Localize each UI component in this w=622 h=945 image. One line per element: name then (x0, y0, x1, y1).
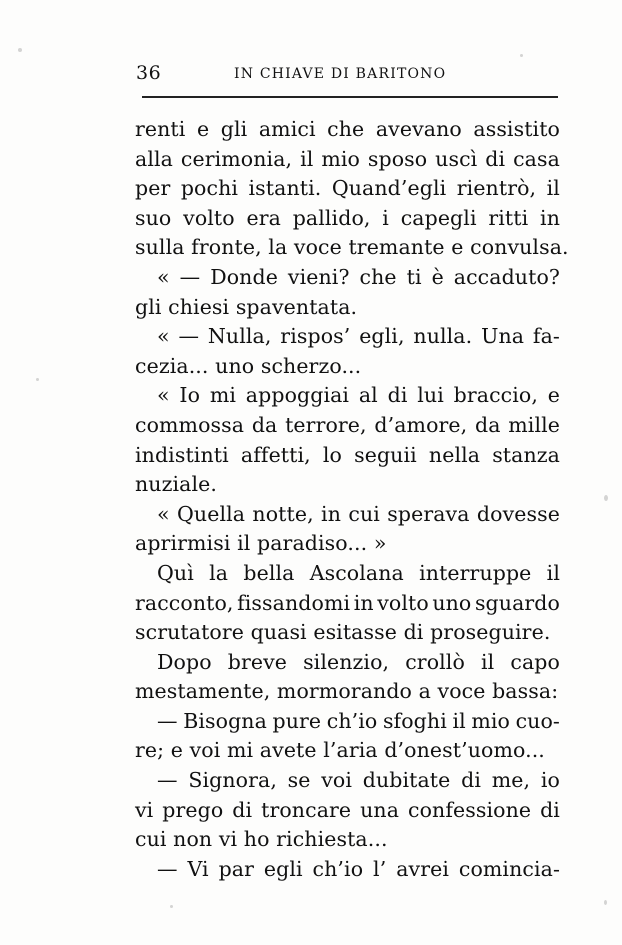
text-line: indistinti affetti, lo seguii nella stanza (135, 442, 560, 467)
paper-speck (18, 48, 22, 52)
text-line: sulla fronte, la voce tremante e convulsa. (135, 235, 569, 260)
paper-speck (520, 54, 523, 57)
paper-speck (170, 905, 173, 908)
text-line: scrutatore quasi esitasse di proseguire. (135, 620, 551, 645)
text-line: nuziale. (135, 472, 217, 497)
header-rule (142, 96, 558, 98)
text-line: « — Nulla, rispos’ egli, nulla. Una fa- (157, 324, 560, 349)
text-line: cezia... uno scherzo... (135, 353, 362, 378)
text-line: Dopo breve silenzio, crollò il capo (157, 649, 560, 674)
body-text (135, 115, 569, 884)
text-line: Quì la bella Ascolana interruppe il (157, 560, 560, 585)
text-line: commossa da terrore, d’amore, da mille (135, 412, 560, 437)
paper-speck (604, 900, 607, 905)
text-line: renti e gli amici che avevano assistito (135, 117, 560, 141)
text-line: re; e voi mi avete l’aria d’onest’uomo... (135, 738, 545, 763)
text-line: — Vi par egli ch’io l’ avrei comincia- (157, 856, 560, 881)
text-line: racconto, fissandomi in volto uno sguardo (135, 590, 560, 615)
text-line: alla cerimonia, il mio sposo uscì di casa (135, 146, 560, 171)
text-line: suo volto era pallido, i capegli ritti in (135, 205, 560, 230)
text-line: — Signora, se voi dubitate di me, io (157, 768, 560, 793)
text-line: « Io mi appoggiai al di lui braccio, e (157, 383, 560, 408)
page-header (132, 62, 558, 92)
paper-speck (36, 378, 39, 381)
text-line: « Quella notte, in cui sperava dovesse (157, 501, 560, 526)
text-line: per pochi istanti. Quand’egli rientrò, il (135, 176, 560, 201)
running-title: IN CHIAVE DI BARITONO (234, 66, 447, 82)
paper-speck (604, 495, 608, 501)
text-line: vi prego di troncare una confessione di (135, 797, 560, 822)
text-line: aprirmisi il paradiso... » (135, 531, 387, 556)
text-line: — Bisogna pure ch’io sfoghi il mio cuo- (157, 708, 560, 733)
text-line: mestamente, mormorando a voce bassa: (135, 679, 559, 704)
text-line: « — Donde vieni? che ti è accaduto? (157, 264, 560, 289)
text-line: gli chiesi spaventata. (135, 294, 358, 319)
text-line: cui non vi ho richiesta... (135, 827, 388, 852)
page-number: 36 (136, 62, 162, 84)
